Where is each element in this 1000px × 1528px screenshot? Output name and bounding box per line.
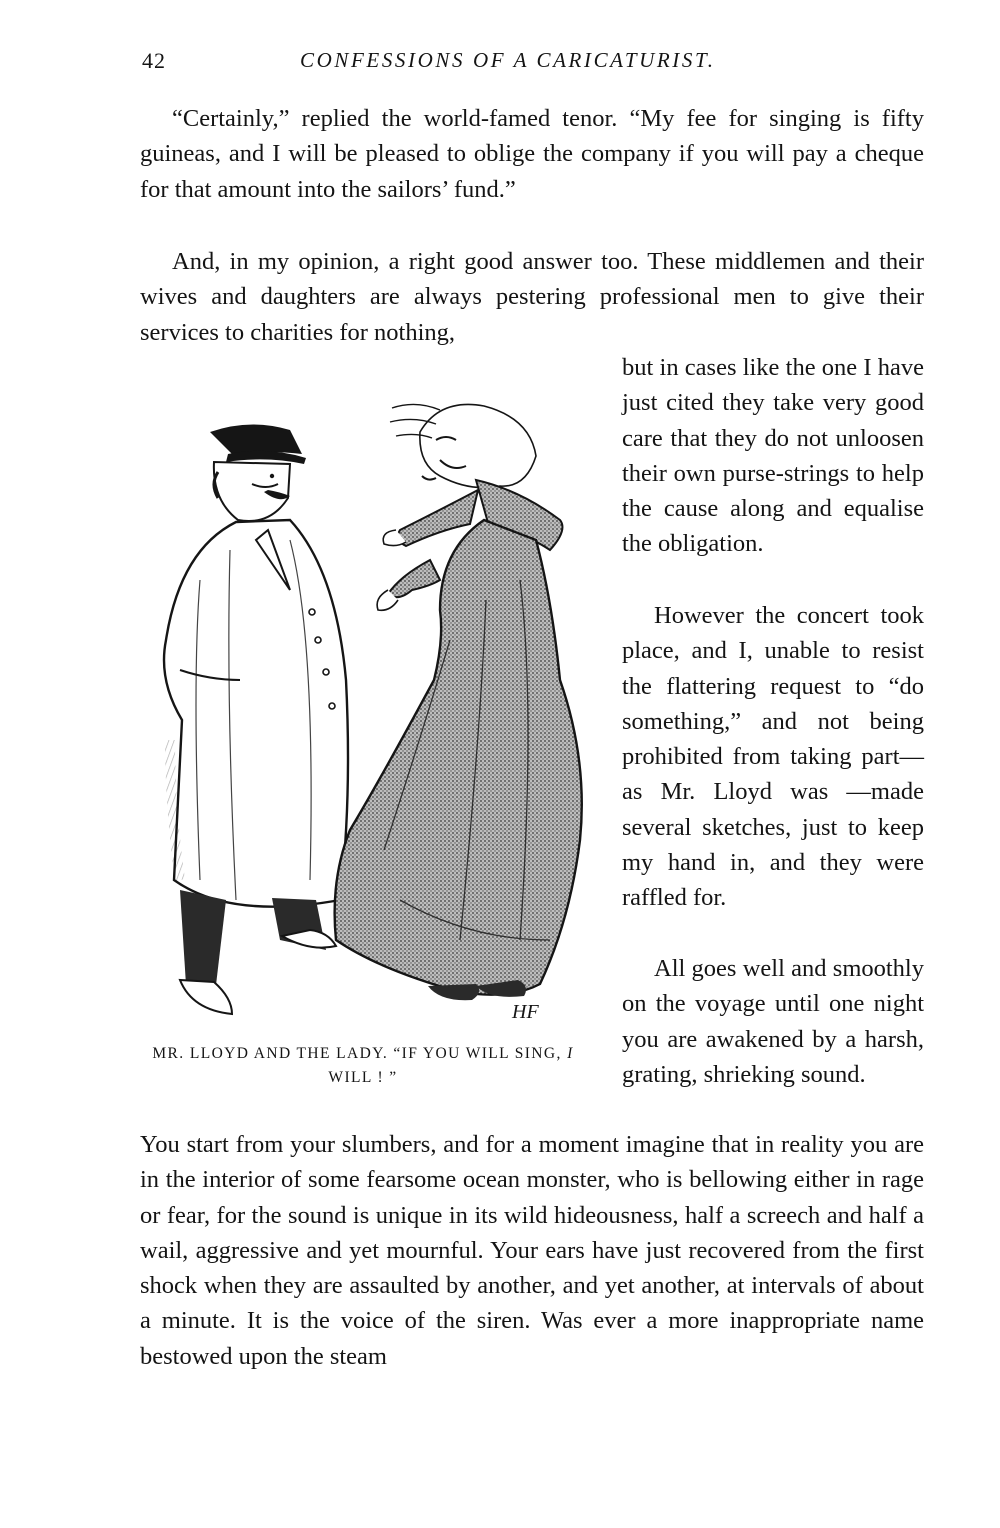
illustration-mr-lloyd-and-lady: [140, 380, 588, 1030]
paragraph-middlemen-continued: but in cases like the one I have just cited they take very good care that they do not unloosen their own purse-strings to help the cause along and equalise the obligation.: [622, 354, 924, 558]
caption-text-part2: WILL ! ”: [328, 1069, 398, 1086]
artist-signature: HF: [512, 1001, 539, 1023]
paragraph-middlemen: And, in my opinion, a right good answer too. These middlemen and their wives and daughters are always pestering professional men to give their services to charities for nothing,: [140, 248, 924, 346]
paragraph-tenor-reply: “Certainly,” replied the world-famed tenor. “My fee for singing is fifty guineas, and I will be pleased to oblige the company if you will pay a cheque for that amount into the sailors’ fund.”: [140, 105, 924, 203]
caption-emphasis: I: [567, 1045, 574, 1062]
mr-lloyd-figure: [164, 424, 348, 1014]
running-title: CONFESSIONS OF A CARICATURIST.: [300, 48, 716, 72]
page-number: 42: [142, 48, 166, 73]
paragraph-concert: However the concert took place, and I, unable to resist the flattering request to “do something,” and not being prohibited from taking part—as Mr. Lloyd was —made several sketches, just to keep my hand in, and they were raffled for.: [622, 602, 924, 912]
illustration-drawing: [140, 380, 588, 1030]
paragraph-voyage: All goes well and smoothly on the voyage until one night you are awakened by a harsh, grating, shrieking sound.: [622, 955, 924, 1088]
caption-text-part1: MR. LLOYD AND THE LADY. “IF YOU WILL SING,: [152, 1045, 562, 1062]
figure-caption: [140, 1042, 586, 1090]
paragraph-siren: You start from your slumbers, and for a moment imagine that in reality you are in the interior of some fearsome ocean monster, who is bellowing either in rage or fear, for the sound is unique in its wild hideousness, half a screech and half a wail, aggressive and yet mournful. Your ears have just recovered from the first shock when they are assaulted by another, and yet another, at intervals of about a minute. It is the voice of the siren. Was ever a more inappropriate name bestowed upon the steam: [140, 1131, 924, 1370]
lady-figure: [335, 404, 582, 1000]
